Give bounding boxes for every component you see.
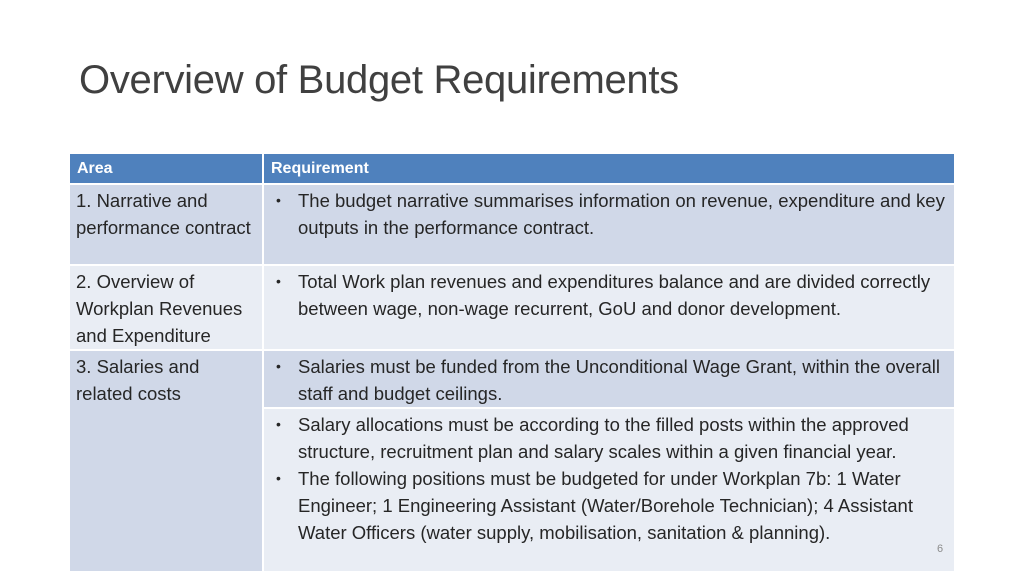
table-row: [70, 265, 954, 350]
requirement-cell: [263, 350, 954, 408]
requirement-list: [270, 411, 948, 546]
column-header-area: Area: [70, 154, 263, 184]
bullet-icon: •: [276, 273, 281, 289]
requirement-cell: [263, 265, 954, 350]
requirement-list: [270, 187, 948, 241]
bullet-icon: •: [276, 416, 281, 432]
list-item: [270, 268, 948, 322]
requirement-cell: [263, 184, 954, 265]
requirement-text: Salary allocations must be according to the filled posts within the approved structure, recruitment plan and salary scales within a given financial year.: [298, 414, 909, 462]
list-item: [270, 353, 948, 407]
requirement-text: Salaries must be funded from the Unconditional Wage Grant, within the overall staff and budget ceilings.: [298, 356, 941, 404]
bullet-icon: •: [276, 470, 281, 486]
table-row: [70, 350, 954, 408]
area-cell: 2. Overview of Workplan Revenues and Expenditure: [70, 265, 263, 350]
area-cell: 3. Salaries and related costs: [70, 350, 263, 571]
requirement-text: The budget narrative summarises information on revenue, expenditure and key outputs in the performance contract.: [298, 190, 945, 238]
list-item: [270, 411, 948, 465]
list-item: [270, 465, 948, 546]
column-header-requirement: Requirement: [263, 154, 954, 184]
requirement-text: The following positions must be budgeted for under Workplan 7b: 1 Water Engineer; 1 Engineering Assistant (Water/Borehole Technician); 4 Assistant Water Officers (water supply, mobilisation, sanitation & planning).: [298, 468, 913, 543]
slide-title: Overview of Budget Requirements: [79, 58, 679, 102]
list-item: [270, 187, 948, 241]
area-cell: 1. Narrative and performance contract: [70, 184, 263, 265]
requirement-text: Total Work plan revenues and expenditures balance and are divided correctly between wage, non-wage recurrent, GoU and donor development.: [298, 271, 931, 319]
bullet-icon: •: [276, 192, 281, 208]
page-number: 6: [937, 543, 944, 555]
table-header-row: [70, 154, 954, 184]
requirement-list: [270, 268, 948, 322]
table-row: [70, 184, 954, 265]
requirement-cell: [263, 408, 954, 571]
bullet-icon: •: [276, 358, 281, 374]
requirement-list: [270, 353, 948, 407]
requirements-table: [70, 154, 954, 571]
